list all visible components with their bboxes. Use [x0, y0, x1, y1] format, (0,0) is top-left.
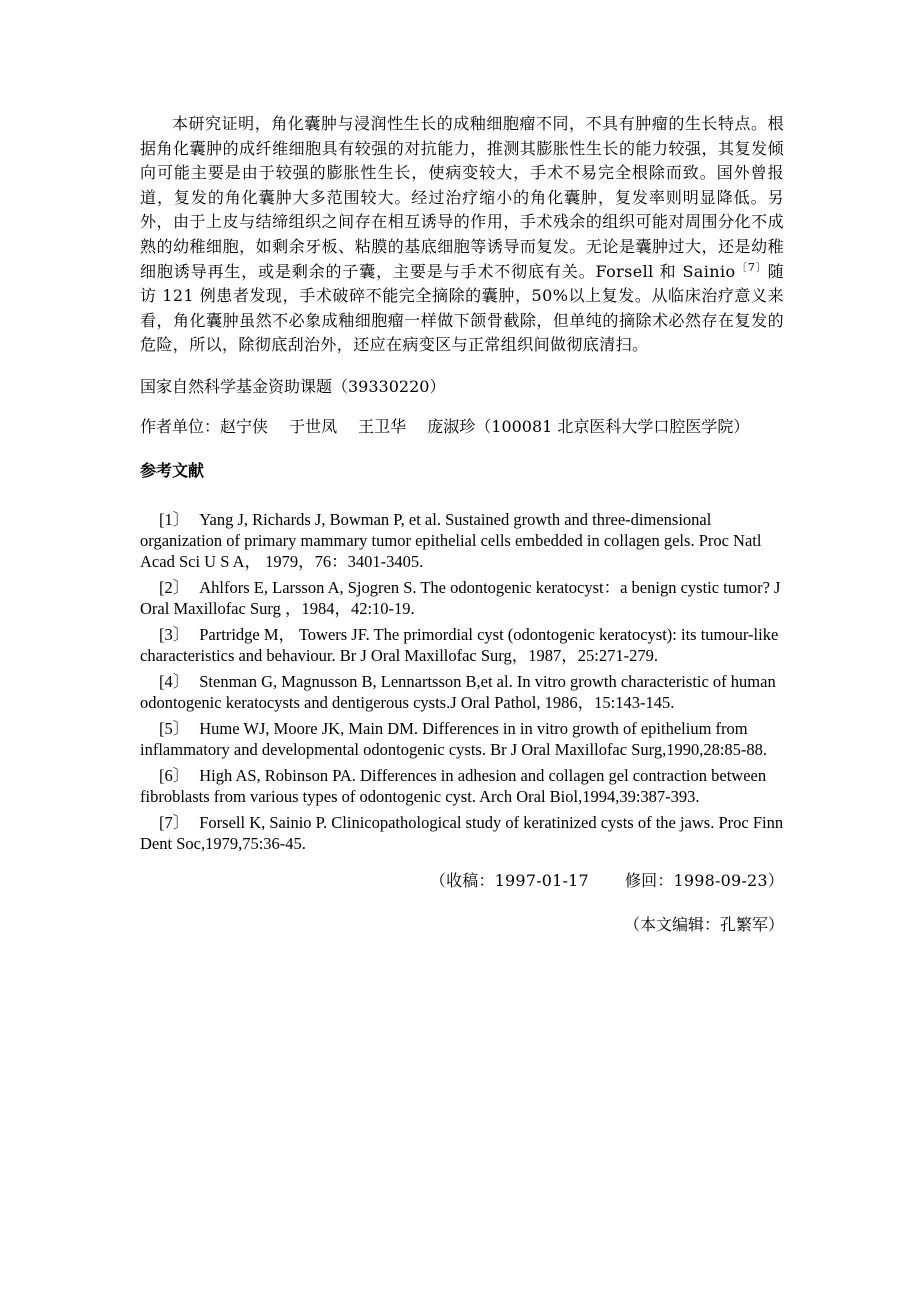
reference-text: High AS, Robinson PA. Differences in adhesion and collagen gel contraction between fibroblasts from various types of odontogenic cyst. Arch Oral Biol,1994,39:387-393.: [140, 765, 767, 806]
references-heading: 参考文献: [140, 460, 205, 480]
reference-text: Yang J, Richards J, Bowman P, et al. Sustained growth and three-dimensional organization of primary mammary tumor epithelial cells embedded in collagen gels. Proc Natl Acad Sci U S A， 1979，76：3401-3405.: [140, 509, 762, 571]
reference-item: [140, 765, 784, 807]
reference-text: Forsell K, Sainio P. Clinicopathological study of keratinized cysts of the jaws. Proc Finn Dent Soc,1979,75:36-45.: [140, 812, 784, 853]
reference-item: [140, 577, 784, 619]
reference-text: Partridge M， Towers JF. The primordial cyst (odontogenic keratocyst): its tumour-like characteristics and behaviour. Br J Oral Maxillofac Surg，1987，25:271-279.: [140, 624, 779, 665]
reference-item: [140, 812, 784, 854]
reference-number: [6〕: [159, 765, 190, 785]
reference-item: [140, 509, 784, 572]
reference-number: [5〕: [159, 718, 190, 738]
reference-number: [3〕: [159, 624, 190, 644]
reference-text: Ahlfors E, Larsson A, Sjogren S. The odontogenic keratocyst：a benign cystic tumor? J Oral Maxillofac Surg ，1984，42:10-19.: [140, 577, 781, 618]
discussion-paragraph: [140, 112, 784, 358]
reference-number: [2〕: [159, 577, 190, 597]
reference-list: [140, 509, 784, 854]
reference-number: [7〕: [159, 812, 190, 832]
author-affiliation: 作者单位：赵宁侠 于世凤 王卫华 庞淑珍（100081 北京医科大学口腔医学院）: [140, 416, 750, 436]
article-page: [140, 112, 784, 937]
reference-number: [1〕: [159, 509, 190, 529]
funding-note: 国家自然科学基金资助课题（39330220）: [140, 376, 446, 396]
paragraph-text-part2: 随访 121 例患者发现，手术破碎不能完全摘除的囊肿，50%以上复发。从临床治疗意义来看，角化囊肿虽然不必象成釉细胞瘤一样做下颌骨截除，但单纯的摘除术必然存在复发的危险，所以，除彻底刮治外，还应在病变区与正常组织间做彻底清扫。: [140, 261, 784, 355]
received-date: （收稿：1997-01-17: [429, 870, 589, 890]
reference-number: [4〕: [159, 671, 190, 691]
editor-note: （本文编辑：孔繁军）: [623, 914, 784, 934]
reference-item: [140, 624, 784, 666]
revised-date: 修回：1998-09-23）: [624, 870, 784, 890]
reference-text: Stenman G, Magnusson B, Lennartsson B,et al. In vitro growth characteristic of human odontogenic keratocysts and dentigerous cysts.J Oral Pathol, 1986，15:143-145.: [140, 671, 776, 712]
submission-dates: [140, 869, 784, 893]
paragraph-text-part1: 本研究证明，角化囊肿与浸润性生长的成釉细胞瘤不同，不具有肿瘤的生长特点。根据角化囊肿的成纤维细胞具有较强的对抗能力，推测其膨胀性生长的能力较强，其复发倾向可能主要是由于较强的膨胀性生长，使病变较大，手术不易完全根除而致。国外曾报道，复发的角化囊肿大多范围较大。经过治疗缩小的角化囊肿，复发率则明显降低。另外，由于上皮与结缔组织之间存在相互诱导的作用，手术残余的组织可能对周围分化不成熟的幼稚细胞，如剩余牙板、粘膜的基底细胞等诱导而复发。无论是囊肿过大，还是幼稚细胞诱导再生，或是剩余的子囊，主要是与手术不彻底有关。Forsell 和 Sainio: [140, 114, 784, 281]
citation-marker[interactable]: 〔7〕: [735, 260, 768, 274]
reference-item: [140, 718, 784, 760]
reference-item: [140, 671, 784, 713]
reference-text: Hume WJ, Moore JK, Main DM. Differences in in vitro growth of epithelium from inflammatory and developmental odontogenic cysts. Br J Oral Maxillofac Surg,1990,28:85-88.: [140, 718, 768, 759]
